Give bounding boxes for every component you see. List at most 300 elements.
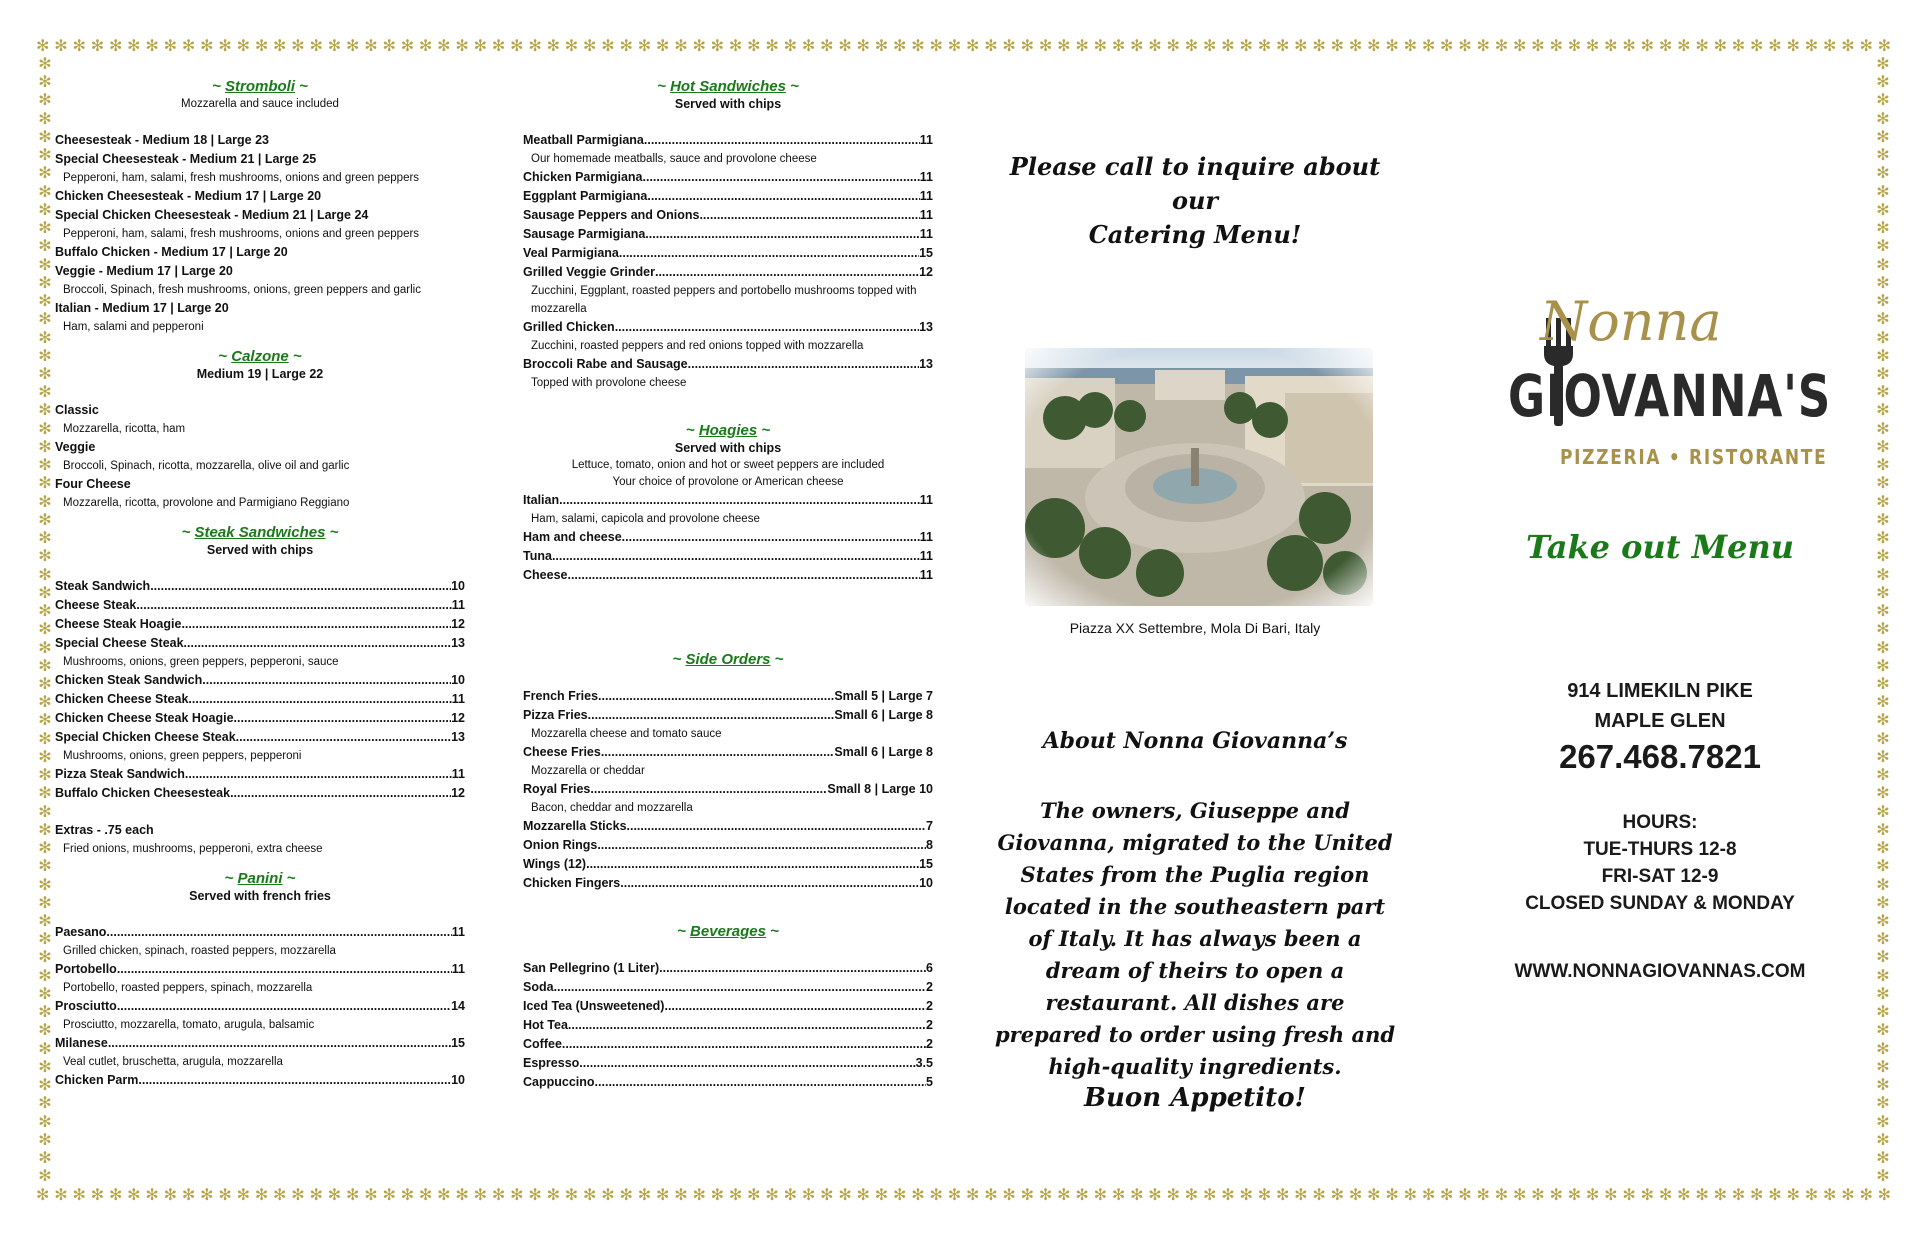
menu-item-price: 11: [919, 189, 933, 203]
star-flower-icon: ✻: [1695, 1187, 1709, 1204]
star-flower-icon: ✻: [38, 1131, 52, 1149]
menu-item-price: 11: [919, 568, 933, 582]
star-flower-icon: ✻: [38, 621, 52, 639]
star-flower-icon: ✻: [1876, 894, 1890, 912]
menu-item-name: Four Cheese: [55, 477, 131, 491]
star-flower-icon: ✻: [1002, 38, 1016, 55]
menu-item-price: 5: [926, 1075, 933, 1089]
star-flower-icon: ✻: [1275, 1187, 1290, 1204]
menu-item: [55, 243, 465, 262]
star-flower-icon: ✻: [1876, 530, 1890, 548]
star-flower-icon: ✻: [38, 603, 52, 621]
star-flower-icon: ✻: [38, 894, 52, 912]
leader-dots: [622, 528, 920, 547]
leader-dots: [664, 997, 926, 1016]
star-flower-icon: ✻: [38, 128, 52, 146]
star-flower-icon: ✻: [838, 38, 852, 55]
star-flower-icon: ✻: [38, 1058, 52, 1076]
star-flower-icon: ✻: [1312, 1187, 1326, 1204]
star-flower-icon: ✻: [1876, 858, 1890, 876]
menu-item-desc: Our homemade meatballs, sauce and provolone cheese: [531, 153, 817, 165]
star-flower-icon: ✻: [1876, 913, 1890, 931]
star-flower-icon: ✻: [1876, 1022, 1890, 1040]
star-flower-icon: ✻: [1876, 256, 1890, 274]
star-flower-icon: ✻: [38, 1168, 52, 1186]
border-right: [1874, 56, 1892, 1187]
stromboli-section: [55, 78, 465, 336]
star-flower-icon: ✻: [54, 38, 68, 55]
star-flower-icon: ✻: [1876, 785, 1890, 803]
menu-item: [55, 765, 465, 784]
star-flower-icon: ✻: [163, 1187, 178, 1204]
leader-dots: [554, 978, 926, 997]
star-flower-icon: ✻: [163, 38, 178, 55]
star-flower-icon: ✻: [747, 38, 761, 55]
menu-column-2: [523, 78, 933, 1104]
menu-item-price: 2: [926, 1037, 933, 1051]
menu-item-name: Chicken Cheesesteak - Medium 17 | Large 20: [55, 189, 322, 203]
border-left: [36, 56, 54, 1187]
star-flower-icon: ✻: [893, 38, 907, 55]
star-flower-icon: ✻: [1111, 1187, 1126, 1204]
star-flower-icon: ✻: [1876, 712, 1890, 730]
website-link[interactable]: WWW.NONNAGIOVANNAS.COM: [1514, 961, 1806, 982]
menu-item-price: 13: [919, 320, 933, 334]
star-flower-icon: ✻: [38, 566, 52, 584]
star-flower-icon: ✻: [1876, 1150, 1890, 1168]
menu-item-price: 3.5: [915, 1056, 933, 1070]
star-flower-icon: ✻: [1876, 493, 1890, 511]
menu-item-price: Small 5 | Large 7: [834, 689, 933, 703]
star-flower-icon: ✻: [38, 256, 52, 274]
menu-item-price: 12: [451, 786, 465, 800]
star-flower-icon: ✻: [54, 1187, 68, 1204]
star-flower-icon: ✻: [291, 1187, 305, 1204]
star-flower-icon: ✻: [38, 311, 52, 329]
menu-item-name: Coffee: [523, 1037, 562, 1051]
section-note: Mozzarella and sauce included: [181, 98, 339, 110]
menu-item-name: Cheese Steak Hoagie: [55, 617, 182, 631]
menu-item: [55, 671, 465, 690]
star-flower-icon: ✻: [564, 38, 579, 55]
star-flower-icon: ✻: [38, 821, 52, 839]
star-flower-icon: ✻: [38, 74, 52, 92]
star-flower-icon: ✻: [38, 457, 52, 475]
menu-item-price: 12: [451, 617, 465, 631]
star-flower-icon: ✻: [1476, 1187, 1490, 1204]
menu-item-desc: Mushrooms, onions, green peppers, pepperoni: [63, 750, 302, 762]
menu-item-name: Milanese: [55, 1036, 108, 1050]
star-flower-icon: ✻: [728, 38, 743, 55]
menu-item-desc: Grilled chicken, spinach, roasted peppers, mozzarella: [63, 945, 336, 957]
menu-item-price: 13: [919, 357, 933, 371]
menu-item: [523, 263, 933, 282]
leader-dots: [117, 997, 451, 1016]
menu-item-name: Sausage Peppers and Onions: [523, 208, 700, 222]
star-flower-icon: ✻: [236, 38, 250, 55]
star-flower-icon: ✻: [1876, 402, 1890, 420]
star-flower-icon: ✻: [127, 1187, 141, 1204]
about-body: The owners, Giuseppe and Giovanna, migrated to the United States from the Puglia region located in the southeastern part of Italy. It has always been a dream of theirs to open a restaurant. All dishes are prepared to order using fresh and high-quality ingredients.: [994, 798, 1396, 1079]
border-bottom: [36, 1187, 1892, 1205]
star-flower-icon: ✻: [1239, 38, 1253, 55]
star-flower-icon: ✻: [1585, 38, 1600, 55]
menu-item-price: 8: [926, 838, 933, 852]
star-flower-icon: ✻: [1330, 1187, 1345, 1204]
star-flower-icon: ✻: [765, 38, 779, 55]
star-flower-icon: ✻: [38, 165, 52, 183]
menu-item-name: San Pellegrino (1 Liter): [523, 961, 660, 975]
menu-item: [55, 596, 465, 615]
star-flower-icon: ✻: [801, 38, 816, 55]
star-flower-icon: ✻: [1876, 694, 1890, 712]
star-flower-icon: ✻: [1166, 38, 1180, 55]
star-flower-icon: ✻: [984, 1187, 998, 1204]
star-flower-icon: ✻: [38, 858, 52, 876]
menu-item-name: Buffalo Chicken - Medium 17 | Large 20: [55, 245, 288, 259]
side-orders-section: [523, 651, 933, 893]
star-flower-icon: ✻: [1677, 38, 1691, 55]
star-flower-icon: ✻: [874, 1187, 889, 1204]
section-title: ~ Stromboli ~: [212, 78, 308, 95]
star-flower-icon: ✻: [1622, 1187, 1636, 1204]
leader-dots: [699, 206, 919, 225]
star-flower-icon: ✻: [637, 38, 652, 55]
menu-item-desc: Mozzarella, ricotta, provolone and Parmigiano Reggiano: [63, 497, 350, 509]
menu-item-price: Small 6 | Large 8: [834, 745, 933, 759]
menu-item-name: Special Cheesesteak - Medium 21 | Large 25: [55, 152, 317, 166]
leader-dots: [688, 355, 919, 374]
section-title: ~ Side Orders ~: [672, 651, 784, 668]
menu-item-name: Royal Fries: [523, 782, 591, 796]
star-flower-icon: ✻: [1476, 38, 1490, 55]
star-flower-icon: ✻: [437, 38, 451, 55]
star-flower-icon: ✻: [1876, 985, 1890, 1003]
piazza-photo: [1025, 348, 1373, 606]
star-flower-icon: ✻: [1841, 38, 1855, 55]
star-flower-icon: ✻: [364, 1187, 378, 1204]
menu-item-price: 15: [919, 246, 933, 260]
menu-item-price: 10: [451, 673, 465, 687]
menu-item-name: Italian - Medium 17 | Large 20: [55, 301, 229, 315]
star-flower-icon: ✻: [38, 712, 52, 730]
menu-item-name: Eggplant Parmigiana: [523, 189, 648, 203]
star-flower-icon: ✻: [1859, 38, 1873, 55]
menu-item: [523, 959, 933, 978]
menu-column-1: [55, 78, 465, 1102]
star-flower-icon: ✻: [1876, 967, 1890, 985]
star-flower-icon: ✻: [254, 38, 269, 55]
address-line-1: 914 LIMEKILN PIKE: [1567, 680, 1753, 702]
leader-dots: [647, 187, 919, 206]
star-flower-icon: ✻: [38, 238, 52, 256]
leader-dots: [644, 131, 920, 150]
leader-dots: [184, 634, 452, 653]
star-flower-icon: ✻: [38, 931, 52, 949]
star-flower-icon: ✻: [1876, 511, 1890, 529]
menu-item-name: Chicken Parmigiana: [523, 170, 643, 184]
hot-sandwiches-section: [523, 78, 933, 392]
star-flower-icon: ✻: [1658, 38, 1673, 55]
hours-label: HOURS:: [1622, 812, 1698, 833]
leader-dots: [568, 1016, 926, 1035]
menu-item-price: 11: [919, 530, 933, 544]
menu-item: [523, 855, 933, 874]
section-title: ~ Hoagies ~: [685, 422, 771, 439]
leader-dots: [136, 596, 451, 615]
star-flower-icon: ✻: [418, 38, 433, 55]
star-flower-icon: ✻: [1876, 876, 1890, 894]
star-flower-icon: ✻: [1876, 92, 1890, 110]
menu-item-name: Buffalo Chicken Cheesesteak: [55, 786, 231, 800]
star-flower-icon: ✻: [1111, 38, 1126, 55]
extras-desc: Fried onions, mushrooms, pepperoni, extra cheese: [63, 843, 323, 855]
extras-label: Extras - .75 each: [55, 823, 154, 837]
star-flower-icon: ✻: [1038, 38, 1053, 55]
star-flower-icon: ✻: [1458, 38, 1472, 55]
section-title: ~ Calzone ~: [218, 348, 302, 365]
leader-dots: [643, 168, 920, 187]
menu-item: [523, 706, 933, 725]
menu-item-price: 15: [451, 1036, 465, 1050]
star-flower-icon: ✻: [783, 1187, 798, 1204]
menu-item: [55, 577, 465, 596]
star-flower-icon: ✻: [108, 38, 123, 55]
star-flower-icon: ✻: [1876, 56, 1890, 73]
menu-item-desc: Ham, salami and pepperoni: [63, 321, 204, 333]
star-flower-icon: ✻: [1348, 1187, 1363, 1204]
menu-item: [55, 475, 465, 494]
menu-item-name: Classic: [55, 403, 99, 417]
star-flower-icon: ✻: [1876, 293, 1890, 311]
leader-dots: [234, 709, 452, 728]
star-flower-icon: ✻: [1130, 1187, 1144, 1204]
star-flower-icon: ✻: [38, 402, 52, 420]
menu-item-name: Veggie: [55, 440, 96, 454]
menu-item: [523, 225, 933, 244]
star-flower-icon: ✻: [510, 38, 524, 55]
star-flower-icon: ✻: [38, 639, 52, 657]
star-flower-icon: ✻: [710, 38, 725, 55]
star-flower-icon: ✻: [1093, 38, 1107, 55]
section-title: ~ Beverages ~: [677, 923, 779, 940]
menu-item: [523, 355, 933, 374]
menu-item: [55, 709, 465, 728]
star-flower-icon: ✻: [564, 1187, 579, 1204]
star-flower-icon: ✻: [1876, 1168, 1890, 1186]
star-flower-icon: ✻: [1075, 1187, 1089, 1204]
leader-dots: [185, 765, 452, 784]
menu-item-name: Veal Parmigiana: [523, 246, 619, 260]
star-flower-icon: ✻: [90, 38, 105, 55]
star-flower-icon: ✻: [1876, 384, 1890, 402]
menu-item: [523, 1035, 933, 1054]
star-flower-icon: ✻: [345, 1187, 360, 1204]
star-flower-icon: ✻: [984, 38, 998, 55]
star-flower-icon: ✻: [1876, 566, 1890, 584]
star-flower-icon: ✻: [38, 92, 52, 110]
star-flower-icon: ✻: [965, 38, 980, 55]
menu-item-desc: Mushrooms, onions, green peppers, pepperoni, sauce: [63, 656, 339, 668]
star-flower-icon: ✻: [1750, 38, 1764, 55]
menu-item: [55, 401, 465, 420]
star-flower-icon: ✻: [38, 785, 52, 803]
star-flower-icon: ✻: [1876, 548, 1890, 566]
star-flower-icon: ✻: [38, 675, 52, 693]
star-flower-icon: ✻: [911, 38, 925, 55]
menu-item: [55, 438, 465, 457]
star-flower-icon: ✻: [1075, 38, 1089, 55]
star-flower-icon: ✻: [1859, 1187, 1873, 1204]
menu-item: [55, 131, 465, 150]
star-flower-icon: ✻: [765, 1187, 779, 1204]
leader-dots: [236, 728, 451, 747]
star-flower-icon: ✻: [1876, 1095, 1890, 1113]
star-flower-icon: ✻: [38, 1004, 52, 1022]
star-flower-icon: ✻: [1658, 1187, 1673, 1204]
star-flower-icon: ✻: [38, 475, 52, 493]
star-flower-icon: ✻: [38, 1095, 52, 1113]
star-flower-icon: ✻: [1876, 329, 1890, 347]
menu-item-name: Ham and cheese: [523, 530, 622, 544]
menu-item-desc: Ham, salami, capicola and provolone cheese: [531, 513, 760, 525]
star-flower-icon: ✻: [965, 1187, 980, 1204]
menu-item-desc: Pepperoni, ham, salami, fresh mushrooms, onions and green peppers: [63, 172, 420, 184]
star-flower-icon: ✻: [1312, 38, 1326, 55]
star-flower-icon: ✻: [108, 1187, 123, 1204]
star-flower-icon: ✻: [491, 38, 506, 55]
star-flower-icon: ✻: [1876, 311, 1890, 329]
menu-item-name: Cheese Steak: [55, 598, 137, 612]
menu-item-name: Pizza Fries: [523, 708, 588, 722]
star-flower-icon: ✻: [418, 1187, 433, 1204]
star-flower-icon: ✻: [218, 38, 232, 55]
star-flower-icon: ✻: [1512, 1187, 1527, 1204]
menu-item-price: 14: [451, 999, 465, 1013]
star-flower-icon: ✻: [1804, 1187, 1819, 1204]
menu-item: [523, 743, 933, 762]
menu-item: [55, 1034, 465, 1053]
star-flower-icon: ✻: [655, 1187, 670, 1204]
star-flower-icon: ✻: [1876, 821, 1890, 839]
star-flower-icon: ✻: [1640, 1187, 1655, 1204]
star-flower-icon: ✻: [1876, 1113, 1890, 1131]
leader-dots: [567, 566, 919, 585]
star-flower-icon: ✻: [583, 1187, 597, 1204]
star-flower-icon: ✻: [1130, 38, 1144, 55]
catering-block: [985, 150, 1405, 252]
star-flower-icon: ✻: [1367, 38, 1381, 55]
star-flower-icon: ✻: [1093, 1187, 1107, 1204]
star-flower-icon: ✻: [400, 38, 415, 55]
menu-item: [55, 615, 465, 634]
menu-item-name: Pizza Steak Sandwich: [55, 767, 185, 781]
star-flower-icon: ✻: [1403, 38, 1417, 55]
menu-item-price: 2: [926, 1018, 933, 1032]
star-flower-icon: ✻: [181, 1187, 196, 1204]
star-flower-icon: ✻: [1549, 1187, 1563, 1204]
menu-item-price: 10: [451, 579, 465, 593]
star-flower-icon: ✻: [1876, 238, 1890, 256]
menu-item-name: Italian: [523, 493, 560, 507]
menu-item: [523, 131, 933, 150]
star-flower-icon: ✻: [1221, 38, 1235, 55]
leader-dots: [598, 687, 834, 706]
star-flower-icon: ✻: [1640, 38, 1655, 55]
star-flower-icon: ✻: [38, 876, 52, 894]
star-flower-icon: ✻: [145, 38, 159, 55]
star-flower-icon: ✻: [1876, 110, 1890, 128]
star-flower-icon: ✻: [1876, 1004, 1890, 1022]
star-flower-icon: ✻: [1294, 1187, 1308, 1204]
star-flower-icon: ✻: [1531, 1187, 1545, 1204]
menu-item-price: 13: [451, 730, 465, 744]
menu-item-name: French Fries: [523, 689, 599, 703]
star-flower-icon: ✻: [382, 38, 396, 55]
menu-item-desc: Pepperoni, ham, salami, fresh mushrooms, onions and green peppers: [63, 228, 420, 240]
leader-dots: [202, 671, 451, 690]
leader-dots: [138, 1071, 451, 1090]
menu-item-name: Portobello: [55, 962, 117, 976]
menu-item-name: Grilled Chicken: [523, 320, 615, 334]
star-flower-icon: ✻: [947, 1187, 962, 1204]
calzone-section: [55, 348, 465, 512]
menu-item-name: Paesano: [55, 925, 107, 939]
menu-item-desc: Mozzarella, ricotta, ham: [63, 423, 186, 435]
menu-item-price: 12: [919, 265, 933, 279]
star-flower-icon: ✻: [1876, 584, 1890, 602]
logo-script-text: Nonna: [1540, 290, 1722, 353]
star-flower-icon: ✻: [1440, 38, 1454, 55]
leader-dots: [655, 263, 919, 282]
star-flower-icon: ✻: [218, 1187, 232, 1204]
leader-dots: [597, 836, 926, 855]
star-flower-icon: ✻: [1203, 1187, 1217, 1204]
menu-item-price: 10: [919, 876, 933, 890]
menu-item-name: Cheese: [523, 568, 568, 582]
phone-number[interactable]: 267.468.7821: [1559, 738, 1761, 775]
menu-item-name: Special Chicken Cheesesteak - Medium 21 | Large 24: [55, 208, 369, 222]
leader-dots: [108, 1034, 451, 1053]
star-flower-icon: ✻: [1876, 639, 1890, 657]
menu-item-name: Chicken Steak Sandwich: [55, 673, 203, 687]
menu-item: [523, 547, 933, 566]
menu-item: [55, 1071, 465, 1090]
star-flower-icon: ✻: [1786, 1187, 1800, 1204]
menu-item: [523, 1016, 933, 1035]
section-note: Your choice of provolone or American cheese: [612, 476, 844, 488]
menu-item-name: Veggie - Medium 17 | Large 20: [55, 264, 233, 278]
section-title: ~ Panini ~: [224, 870, 296, 887]
menu-item-name: Meatball Parmigiana: [523, 133, 644, 147]
star-flower-icon: ✻: [38, 1113, 52, 1131]
hoagies-section: [523, 422, 933, 585]
star-flower-icon: ✻: [1020, 1187, 1035, 1204]
leader-dots: [552, 547, 920, 566]
star-flower-icon: ✻: [38, 365, 52, 383]
menu-item: [523, 817, 933, 836]
star-flower-icon: ✻: [1876, 220, 1890, 238]
star-flower-icon: ✻: [36, 38, 50, 55]
star-flower-icon: ✻: [38, 110, 52, 128]
star-flower-icon: ✻: [127, 38, 141, 55]
star-flower-icon: ✻: [583, 38, 597, 55]
star-flower-icon: ✻: [637, 1187, 652, 1204]
section-subtitle: Served with chips: [674, 97, 782, 111]
star-flower-icon: ✻: [1876, 457, 1890, 475]
star-flower-icon: ✻: [38, 329, 52, 347]
star-flower-icon: ✻: [1876, 365, 1890, 383]
